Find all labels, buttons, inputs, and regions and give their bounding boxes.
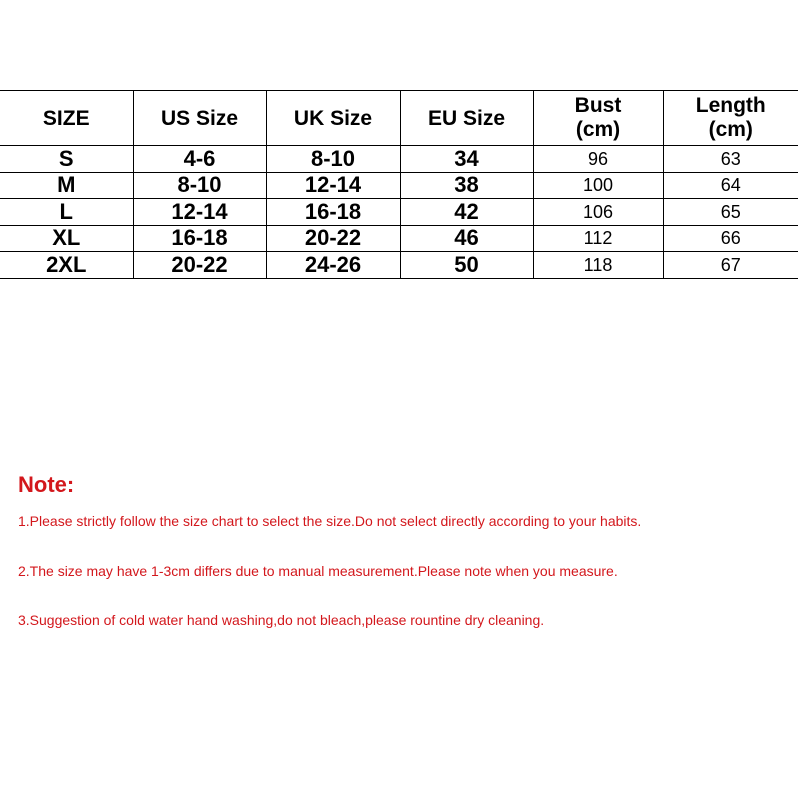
cell-us-size: 4-6	[133, 146, 266, 173]
header-eu-size: EU Size	[400, 91, 533, 146]
header-length	[663, 91, 798, 146]
cell-eu-size: 42	[400, 199, 533, 226]
table-row	[0, 252, 798, 279]
cell-length: 64	[663, 172, 798, 199]
cell-us-size: 20-22	[133, 252, 266, 279]
note-item: 3.Suggestion of cold water hand washing,do not bleach,please rountine dry cleaning.	[18, 612, 545, 628]
notes-section	[18, 472, 800, 628]
note-title: Note:	[18, 472, 75, 497]
table-header-row	[0, 91, 798, 146]
cell-size: S	[0, 146, 133, 173]
header-bust	[533, 91, 663, 146]
cell-uk-size: 16-18	[266, 199, 400, 226]
cell-uk-size: 24-26	[266, 252, 400, 279]
table-row	[0, 199, 798, 226]
cell-size: XL	[0, 225, 133, 252]
cell-length: 66	[663, 225, 798, 252]
cell-eu-size: 50	[400, 252, 533, 279]
cell-eu-size: 38	[400, 172, 533, 199]
table-row	[0, 225, 798, 252]
cell-uk-size: 8-10	[266, 146, 400, 173]
table-row	[0, 172, 798, 199]
note-item: 2.The size may have 1-3cm differs due to manual measurement.Please note when you measure.	[18, 563, 618, 579]
header-us-size: US Size	[133, 91, 266, 146]
cell-size: M	[0, 172, 133, 199]
note-item: 1.Please strictly follow the size chart to select the size.Do not select directly according to your habits.	[18, 513, 642, 529]
header-bust-unit: (cm)	[575, 118, 621, 141]
cell-bust: 100	[533, 172, 663, 199]
cell-bust: 106	[533, 199, 663, 226]
header-length-unit: (cm)	[708, 118, 753, 141]
cell-size: 2XL	[0, 252, 133, 279]
cell-bust: 112	[533, 225, 663, 252]
cell-us-size: 16-18	[133, 225, 266, 252]
cell-size: L	[0, 199, 133, 226]
size-chart-table	[0, 90, 798, 279]
cell-eu-size: 46	[400, 225, 533, 252]
header-uk-size: UK Size	[266, 91, 400, 146]
cell-bust: 118	[533, 252, 663, 279]
cell-length: 63	[663, 146, 798, 173]
cell-uk-size: 20-22	[266, 225, 400, 252]
table-row	[0, 146, 798, 173]
cell-eu-size: 34	[400, 146, 533, 173]
cell-us-size: 8-10	[133, 172, 266, 199]
cell-length: 67	[663, 252, 798, 279]
header-size: SIZE	[0, 91, 133, 146]
cell-bust: 96	[533, 146, 663, 173]
header-length-label: Length	[695, 94, 766, 117]
cell-us-size: 12-14	[133, 199, 266, 226]
header-bust-label: Bust	[574, 94, 622, 117]
cell-length: 65	[663, 199, 798, 226]
cell-uk-size: 12-14	[266, 172, 400, 199]
